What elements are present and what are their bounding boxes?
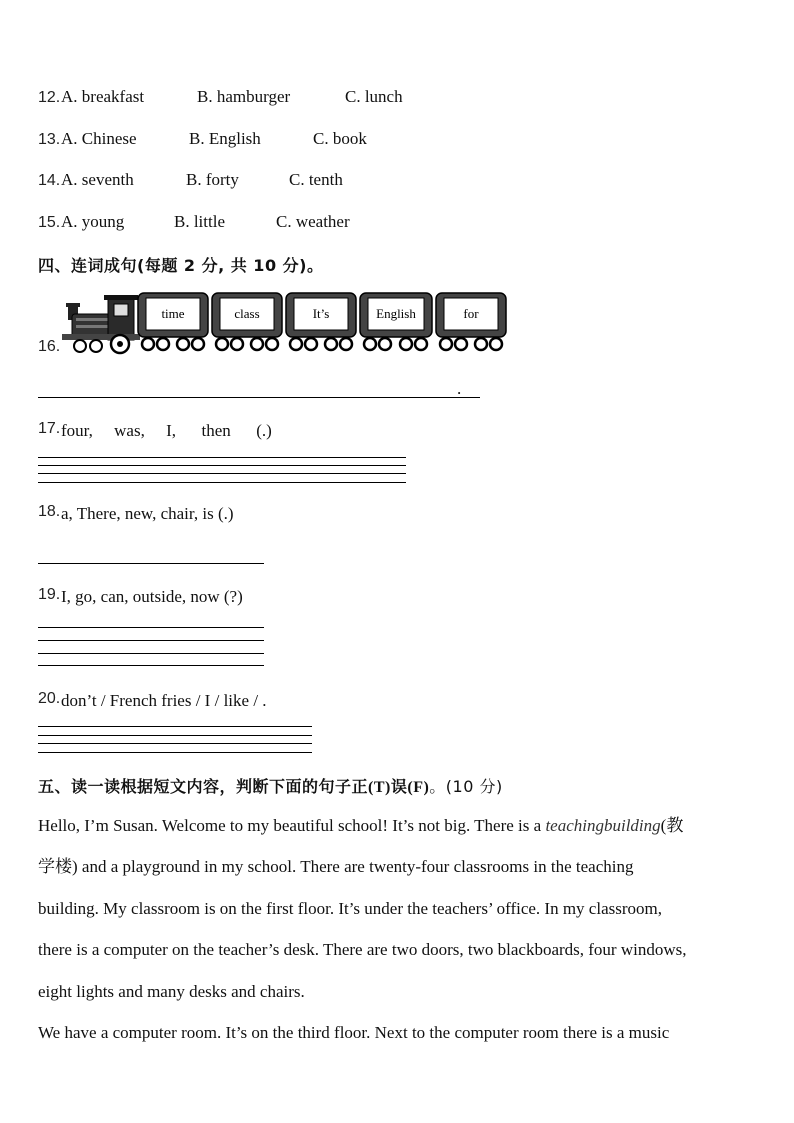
passage-text: (教 <box>660 816 684 835</box>
answer-line <box>38 653 264 654</box>
passage-line: eight lights and many desks and chairs. <box>38 982 305 1001</box>
question-17-words: four, was, I, then (.) <box>61 421 272 440</box>
heading-text: 五、读一读根据短文内容，判断下面的句子正 <box>38 777 369 796</box>
passage-text: Hello, I’m Susan. Welcome to my beautiful school! It’s not big. There is a <box>38 816 546 835</box>
question-number: 19. <box>38 586 61 603</box>
passage-line: 学楼) and a playground in my school. There are twenty-four classrooms in the teaching <box>38 857 634 876</box>
option-c: C. book <box>313 129 367 148</box>
train-car <box>212 293 282 350</box>
answer-line <box>38 726 312 727</box>
answer-line <box>38 752 312 753</box>
car-word: time <box>161 306 185 321</box>
option-a: A. breakfast <box>61 87 145 106</box>
option-c: C. tenth <box>289 170 343 189</box>
answer-line <box>38 482 406 483</box>
train-car <box>138 293 208 350</box>
option-a: A. Chinese <box>61 129 137 148</box>
question-15 <box>38 211 60 234</box>
question-number: 17. <box>38 420 61 437</box>
option-b: B. little <box>174 212 225 231</box>
answer-line <box>38 457 406 458</box>
heading-points: 。(10 分) <box>429 777 503 796</box>
option-a: A. seventh <box>61 170 134 189</box>
car-word: for <box>463 306 479 321</box>
heading-true-mark: (T) <box>368 779 391 796</box>
answer-line <box>38 640 264 641</box>
question-13 <box>38 128 60 151</box>
answer-line <box>38 563 264 564</box>
passage-line: We have a computer room. It’s on the third floor. Next to the computer room there is a music <box>38 1023 670 1042</box>
question-number: 16. <box>38 338 61 355</box>
question-number: 18. <box>38 503 61 520</box>
heading-false-mark: (F) <box>407 779 430 796</box>
question-14 <box>38 169 60 192</box>
answer-line <box>38 627 264 628</box>
option-b: B. English <box>189 129 261 148</box>
option-a: A. young <box>61 212 125 231</box>
option-b: B. forty <box>186 170 239 189</box>
section-5-heading <box>38 774 503 797</box>
answer-line <box>38 473 406 474</box>
answer-line <box>38 743 312 744</box>
locomotive-icon <box>62 295 140 353</box>
passage-line: there is a computer on the teacher’s desk. There are two doors, two blackboards, four windows, <box>38 940 687 959</box>
question-12 <box>38 86 60 109</box>
car-word: English <box>376 306 416 321</box>
heading-text: 误 <box>390 777 408 796</box>
answer-line <box>38 465 406 466</box>
answer-line <box>38 397 480 398</box>
question-number: 14. <box>38 172 61 189</box>
question-18-words: a, There, new, chair, is (.) <box>61 504 234 523</box>
car-word: It’s <box>312 306 330 321</box>
question-20-words: don’t / French fries / I / like / . <box>61 691 267 710</box>
option-c: C. lunch <box>345 87 403 106</box>
question-number: 15. <box>38 214 61 231</box>
end-mark: . <box>457 379 462 398</box>
question-number: 12. <box>38 89 61 106</box>
train-car <box>286 293 356 350</box>
train-illustration <box>62 290 512 356</box>
train-car <box>360 293 432 350</box>
question-19-words: I, go, can, outside, now (?) <box>61 587 243 606</box>
car-word: class <box>234 306 260 321</box>
answer-line <box>38 735 312 736</box>
option-c: C. weather <box>276 212 350 231</box>
option-b: B. hamburger <box>197 87 291 106</box>
passage-italic-term: teachingbuilding <box>545 816 661 835</box>
train-car <box>436 293 506 350</box>
section-4-heading: 四、连词成句(每题 2 分, 共 10 分)。 <box>38 256 324 275</box>
passage-line: building. My classroom is on the first floor. It’s under the teachers’ office. In my classroom, <box>38 899 662 918</box>
question-number: 20. <box>38 690 61 707</box>
answer-line <box>38 665 264 666</box>
question-number: 13. <box>38 131 61 148</box>
passage-line <box>38 815 683 837</box>
